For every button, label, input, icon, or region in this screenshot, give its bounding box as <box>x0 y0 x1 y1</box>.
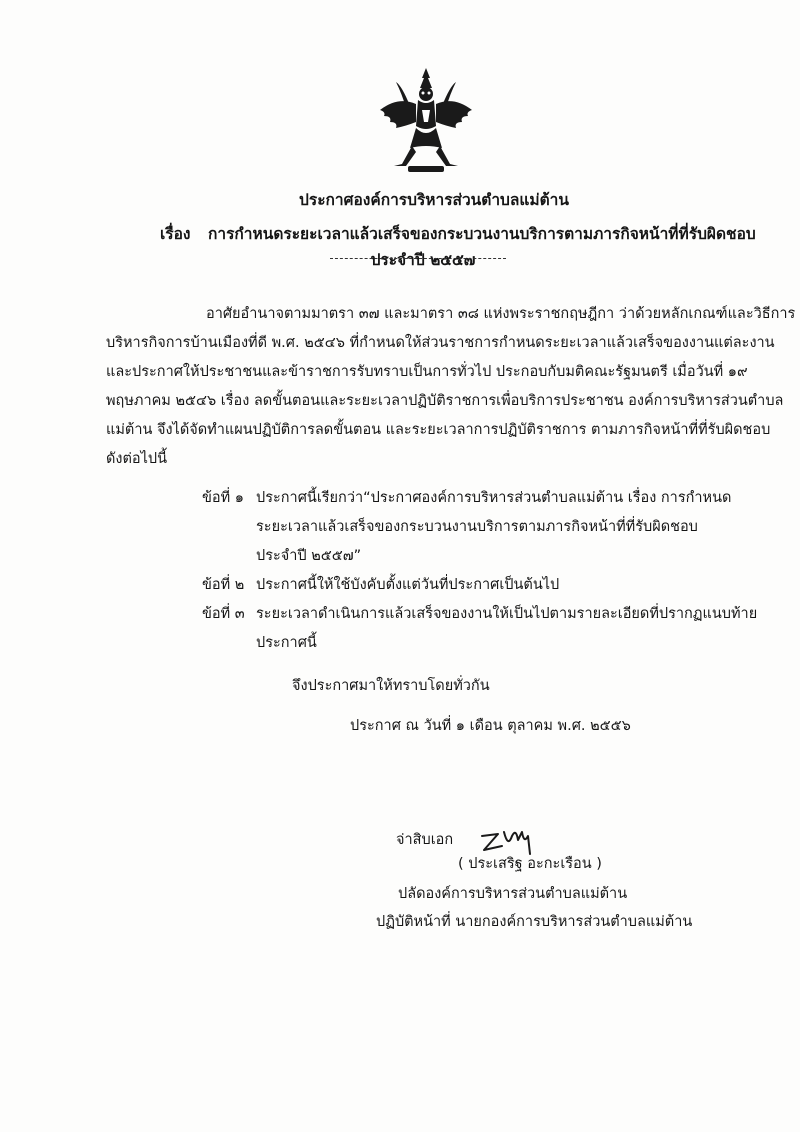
clause-label: ข้อที่ ๒ <box>202 577 245 593</box>
clause-label: ข้อที่ ๓ <box>202 606 245 622</box>
clause-line: ประกาศนี้ <box>256 635 317 651</box>
paragraph-line: แม่ต้าน จึงได้จัดทำแผนปฏิบัติการลดขั้นตอน และระยะเวลาการปฏิบัติราชการ ตามภารกิจหน้าที่ที่รับผิดชอบ <box>106 422 771 438</box>
signer-position: ปลัดองค์การบริหารส่วนตำบลแม่ต้าน <box>398 886 628 902</box>
clause-line: ประกาศนี้ให้ใช้บังคับตั้งแต่วันที่ประกาศเป็นต้นไป <box>256 577 560 593</box>
year-line: ประจำปี ๒๕๕๗ <box>370 251 476 269</box>
subject-text: การกำหนดระยะเวลาแล้วเสร็จของกระบวนงานบริการตามภารกิจหน้าที่ที่รับผิดชอบ <box>208 225 756 243</box>
paragraph-line: และประกาศให้ประชาชนและข้าราชการรับทราบเป็นการทั่วไป ประกอบกับมติคณะรัฐมนตรี เมื่อวันที่ ๑๙ <box>106 364 748 380</box>
clause-line: ประกาศนี้เรียกว่า“ประกาศองค์การบริหารส่วนตำบลแม่ต้าน เรื่อง การกำหนด <box>256 490 732 506</box>
paragraph-line: อาศัยอำนาจตามมาตรา ๓๗ และมาตรา ๓๘ แห่งพระราชกฤษฎีกา ว่าด้วยหลักเกณฑ์และวิธีการ <box>206 306 796 322</box>
garuda-emblem-icon <box>372 66 480 176</box>
clause-line: ระยะเวลาแล้วเสร็จของกระบวนงานบริการตามภารกิจหน้าที่ที่รับผิดชอบ <box>256 519 698 535</box>
closing-date: ประกาศ ณ วันที่ ๑ เดือน ตุลาคม พ.ศ. ๒๕๕๖ <box>350 718 631 734</box>
paragraph-line: บริหารกิจการบ้านเมืองที่ดี พ.ศ. ๒๕๔๖ ที่กำหนดให้ส่วนราชการกำหนดระยะเวลาแล้วเสร็จของงานแต่ละงาน <box>106 335 775 351</box>
paragraph-line: ดังต่อไปนี้ <box>106 451 168 467</box>
signer-rank: จ่าสิบเอก <box>396 832 454 848</box>
signer-acting: ปฏิบัติหน้าที่ นายกองค์การบริหารส่วนตำบลแม่ต้าน <box>376 914 693 930</box>
clause-line: ระยะเวลาดำเนินการแล้วเสร็จของงานให้เป็นไปตามรายละเอียดที่ปรากฏแนบท้าย <box>256 606 758 622</box>
subject-label: เรื่อง <box>160 225 191 243</box>
paragraph-line: พฤษภาคม ๒๕๔๖ เรื่อง ลดขั้นตอนและระยะเวลาปฏิบัติราชการเพื่อบริการประชาชน องค์การบริหารส่วนตำบล <box>106 393 784 409</box>
clause-label: ข้อที่ ๑ <box>202 490 244 506</box>
document-title: ประกาศองค์การบริหารส่วนตำบลแม่ต้าน <box>299 191 569 209</box>
closing-announce: จึงประกาศมาให้ทราบโดยทั่วกัน <box>292 678 490 694</box>
handwritten-signature-icon <box>478 826 538 856</box>
clause-line: ประจำปี ๒๕๕๗” <box>256 548 362 564</box>
header-divider <box>330 258 506 259</box>
signer-name: ( ประเสริฐ อะกะเรือน ) <box>458 856 602 872</box>
